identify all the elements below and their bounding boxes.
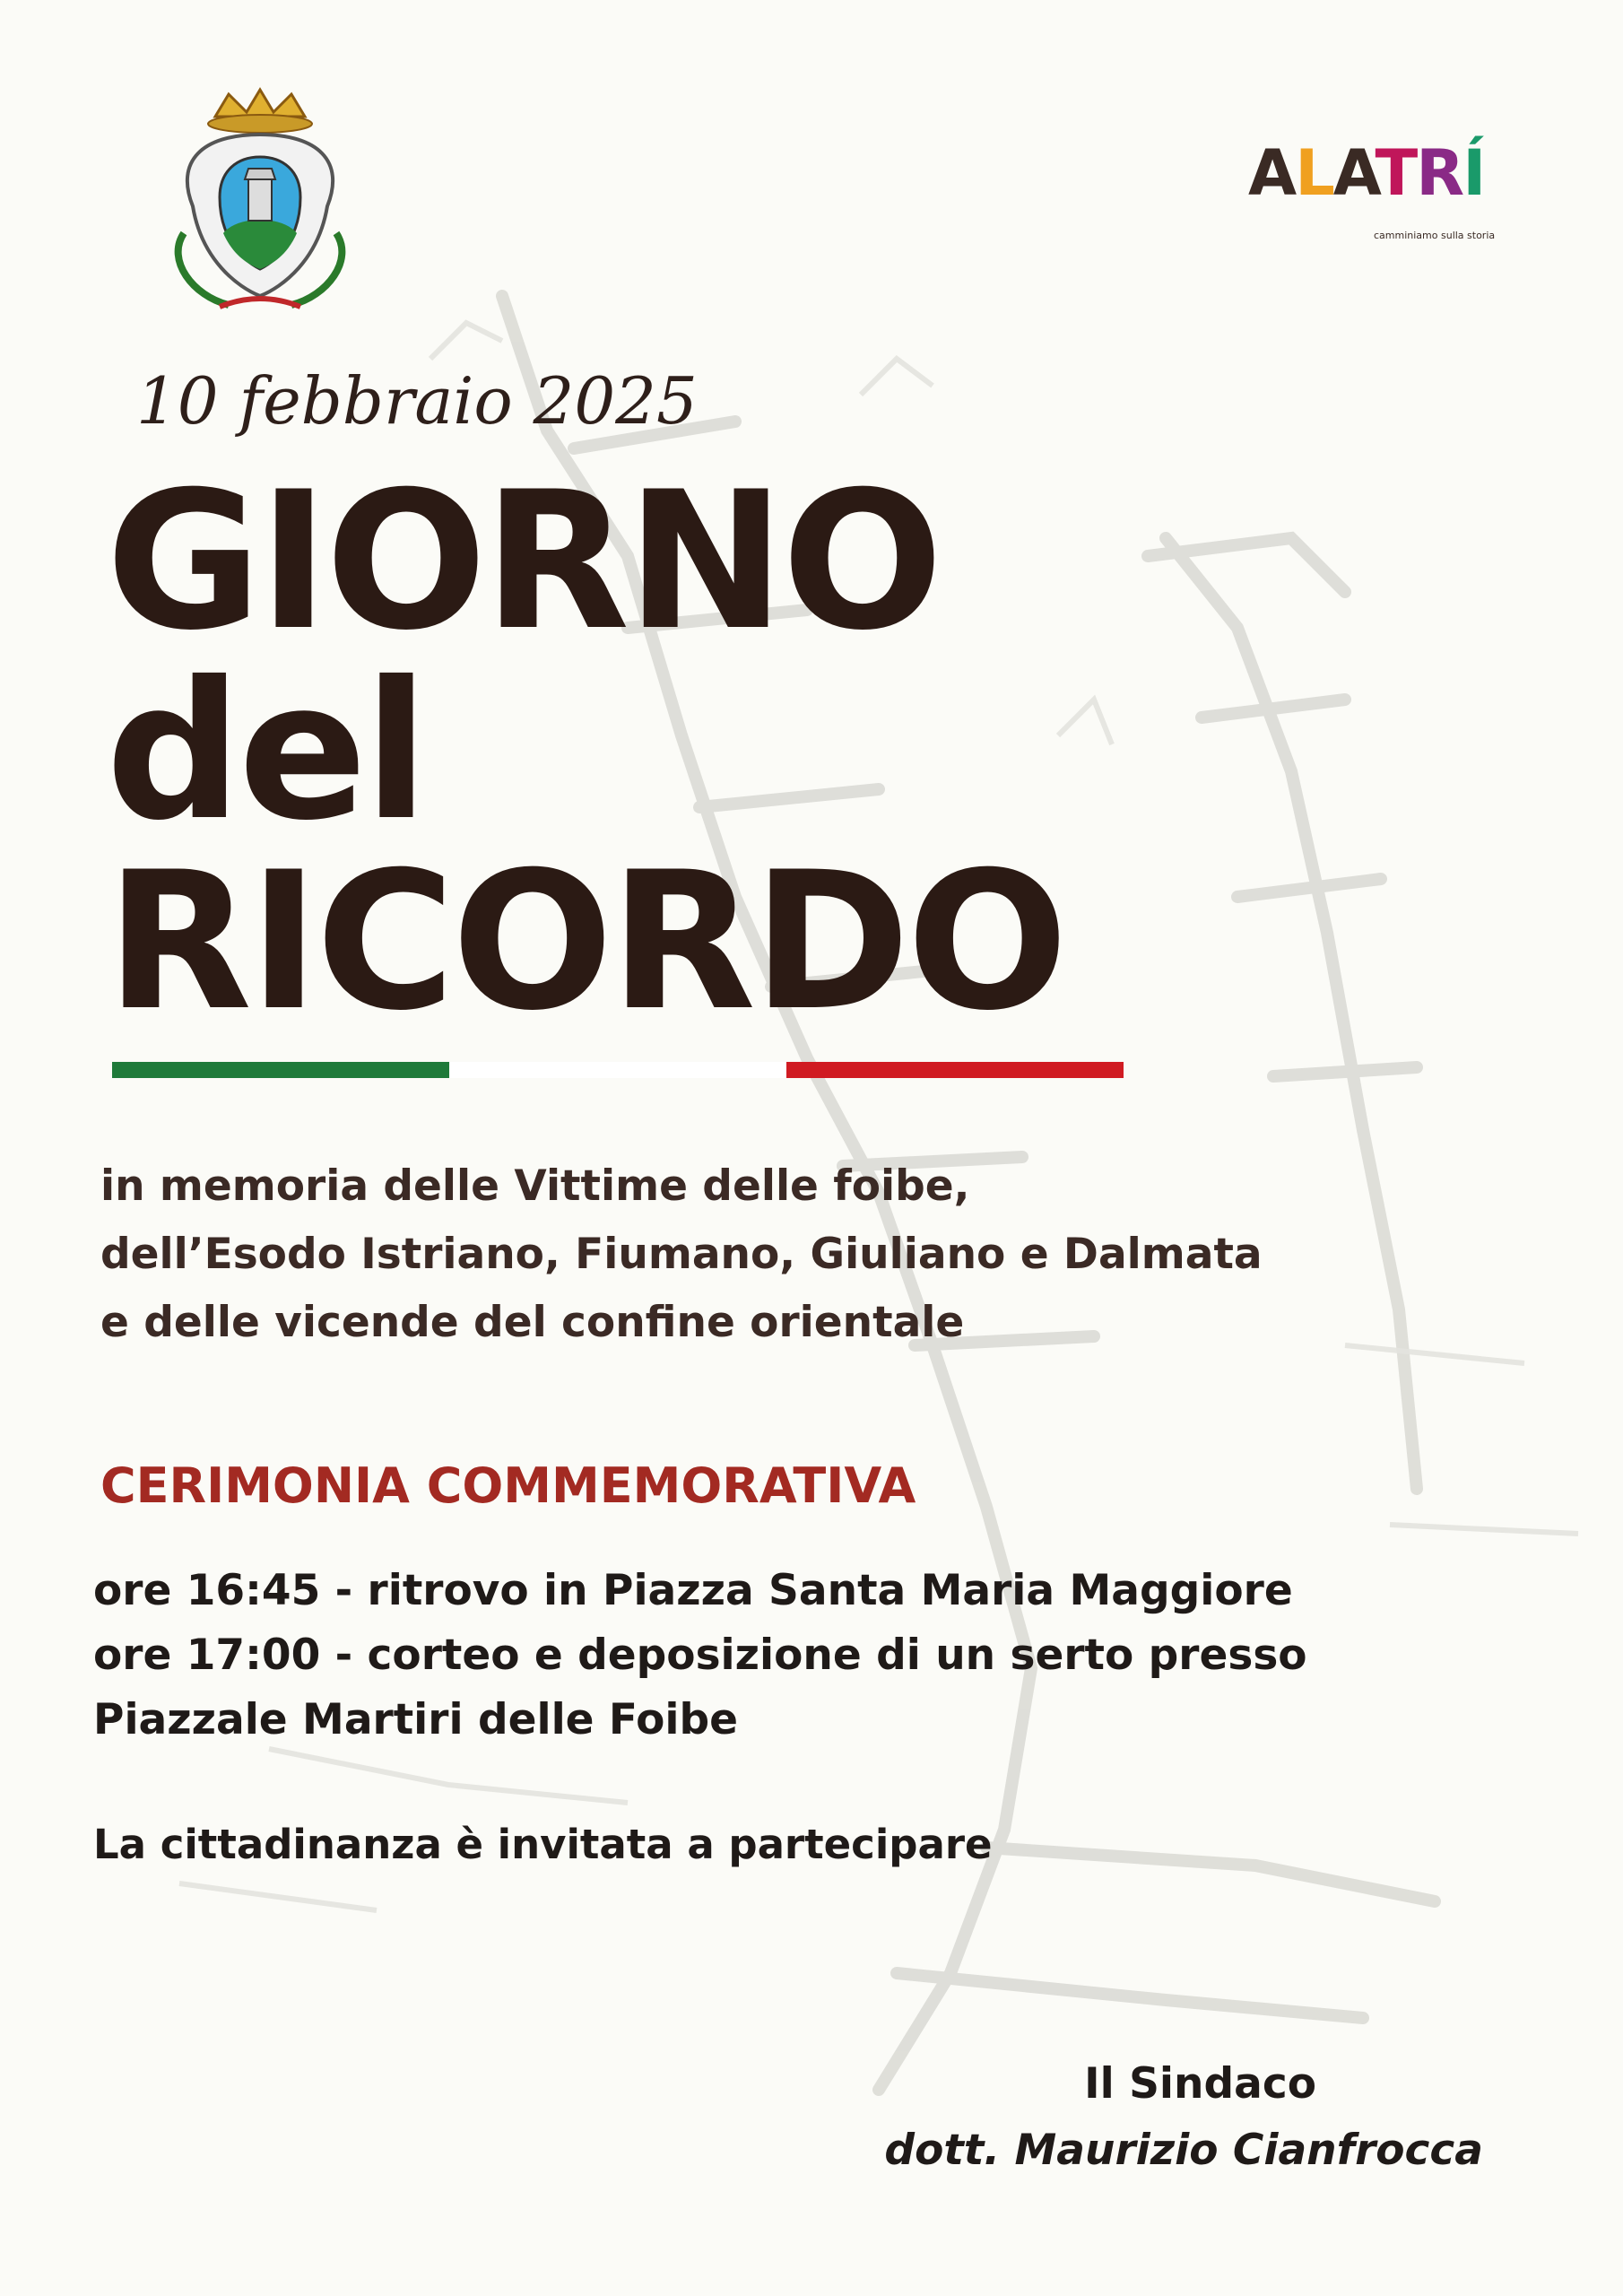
memorial-intro <box>100 1152 1263 1357</box>
logo-tagline: camminiamo sulla storia <box>1374 230 1496 241</box>
intro-line: dell’Esodo Istriano, Fiumano, Giuliano e Dalmata <box>100 1230 1263 1279</box>
intro-line: in memoria delle Vittime delle foibe, <box>100 1161 970 1211</box>
event-date: 10 febbraio 2025 <box>136 363 698 439</box>
signer-role: Il Sindaco <box>1084 2059 1316 2109</box>
flag-red-segment <box>786 1062 1124 1078</box>
schedule-line: Piazzale Martiri delle Foibe <box>93 1695 739 1744</box>
flag-white-segment <box>449 1062 786 1078</box>
alatri-logo <box>1248 136 1517 249</box>
intro-line: e delle vicende del confine orientale <box>100 1298 965 1347</box>
page-title <box>106 450 1065 1052</box>
title-line-3: RICORDO <box>106 831 1065 1052</box>
coat-of-arms-icon <box>166 81 354 314</box>
schedule-line: ore 17:00 - corteo e deposizione di un serto presso <box>93 1631 1307 1680</box>
ceremony-heading: CERIMONIA COMMEMORATIVA <box>100 1457 916 1514</box>
ceremony-schedule <box>93 1559 1307 1752</box>
italian-flag-stripe <box>112 1062 1124 1078</box>
schedule-line: ore 16:45 - ritrovo in Piazza Santa Maria Maggiore <box>93 1566 1293 1615</box>
title-line-2: del <box>106 640 426 862</box>
invitation-text: La cittadinanza è invitata a partecipare <box>93 1821 993 1868</box>
flag-green-segment <box>112 1062 449 1078</box>
signer-name: dott. Maurizio Cianfrocca <box>884 2126 1483 2175</box>
logo-wordmark: ALATRÍ <box>1248 136 1485 210</box>
title-line-1: GIORNO <box>106 450 940 672</box>
